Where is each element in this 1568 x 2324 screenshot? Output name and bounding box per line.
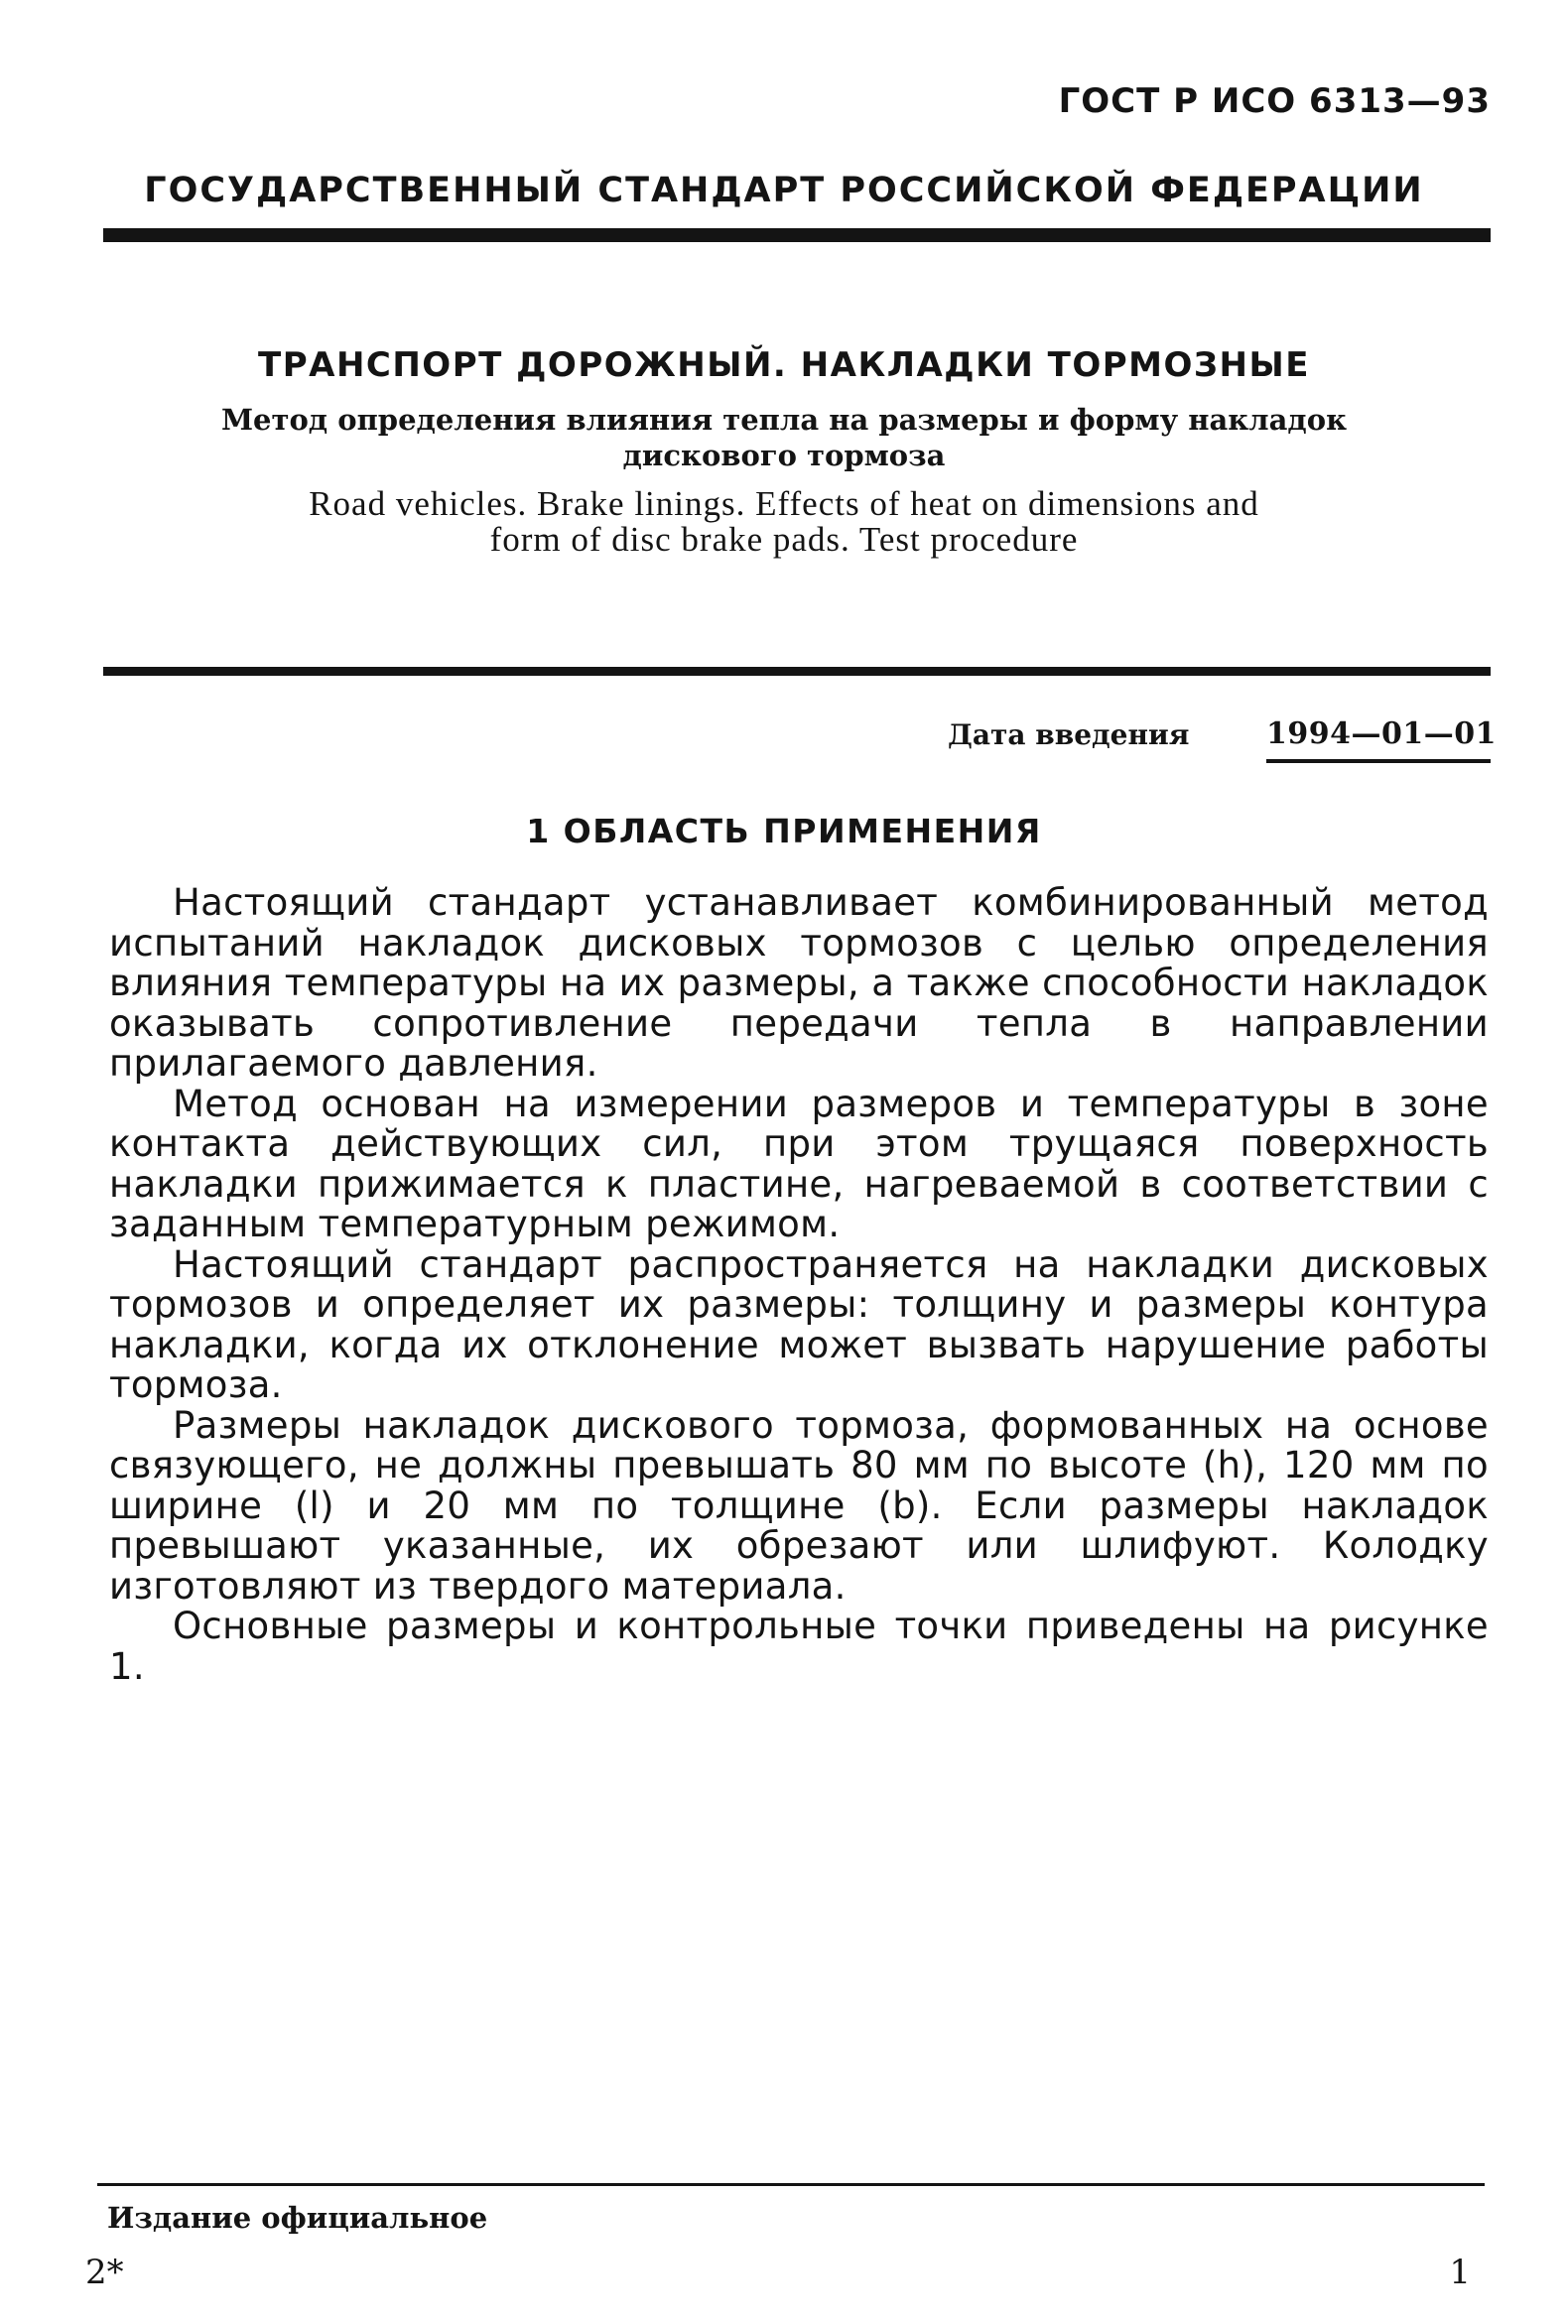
intro-date-label: Дата введения <box>948 718 1190 751</box>
paragraph: Основные размеры и контрольные точки приведены на рисунке 1. <box>109 1605 1489 1688</box>
document-code: ГОСТ Р ИСО 6313—93 <box>1058 81 1491 121</box>
section-body <box>109 883 1489 1687</box>
footer-rule <box>97 2183 1485 2186</box>
subtitle-line-1: Метод определения влияния тепла на размеры и форму накладок <box>220 403 1348 437</box>
section-title: 1 ОБЛАСТЬ ПРИМЕНЕНИЯ <box>526 812 1042 850</box>
intro-date-value: 1994—01—01 <box>1266 716 1497 751</box>
english-title-line-2: form of disc brake pads. Test procedure <box>489 520 1079 559</box>
paragraph: Настоящий стандарт устанавливает комбинированный метод испытаний накладок дисковых тормозов с целью определения влияния температуры на их размеры, а также способности накладок оказывать сопротивление передачи тепла в направлении прилагаемого давления. <box>109 881 1489 1085</box>
paragraph: Размеры накладок дискового тормоза, формованных на основе связующего, не должны превышать 80 мм по высоте (h), 120 мм по ширине (l) и 20 мм по толщине (b). Если размеры накладок превышают указанные, их обрезают или шлифуют. Колодку изготовляют из твердого материала. <box>109 1403 1489 1608</box>
paragraph: Метод основан на измерении размеров и температуры в зоне контакта действующих сил, при этом трущаяся поверхность накладки прижимается к пластине, нагреваемой в соответствии с заданным температурным режимом. <box>109 1082 1489 1245</box>
page-number: 1 <box>1449 2253 1471 2292</box>
document-subtitle <box>198 402 1370 473</box>
intro-date-underline <box>1266 759 1491 763</box>
state-standard-heading: ГОСУДАРСТВЕННЫЙ СТАНДАРТ РОССИЙСКОЙ ФЕДЕРАЦИИ <box>144 171 1424 210</box>
edition-label: Издание официальное <box>107 2201 488 2235</box>
english-title <box>179 486 1389 558</box>
english-title-line-1: Road vehicles. Brake linings. Effects of heat on dimensions and <box>309 484 1259 523</box>
document-title: ТРАНСПОРТ ДОРОЖНЫЙ. НАКЛАДКИ ТОРМОЗНЫЕ <box>258 345 1310 385</box>
signature-mark: 2* <box>85 2253 124 2292</box>
paragraph: Настоящий стандарт распространяется на накладки дисковых тормозов и определяет их размеры: толщину и размеры контура накладки, когда их отклонение может вызвать нарушение работы тормоза. <box>109 1242 1489 1406</box>
subtitle-line-2: дискового тормоза <box>622 439 946 472</box>
middle-rule <box>103 667 1491 676</box>
top-rule <box>103 228 1491 242</box>
